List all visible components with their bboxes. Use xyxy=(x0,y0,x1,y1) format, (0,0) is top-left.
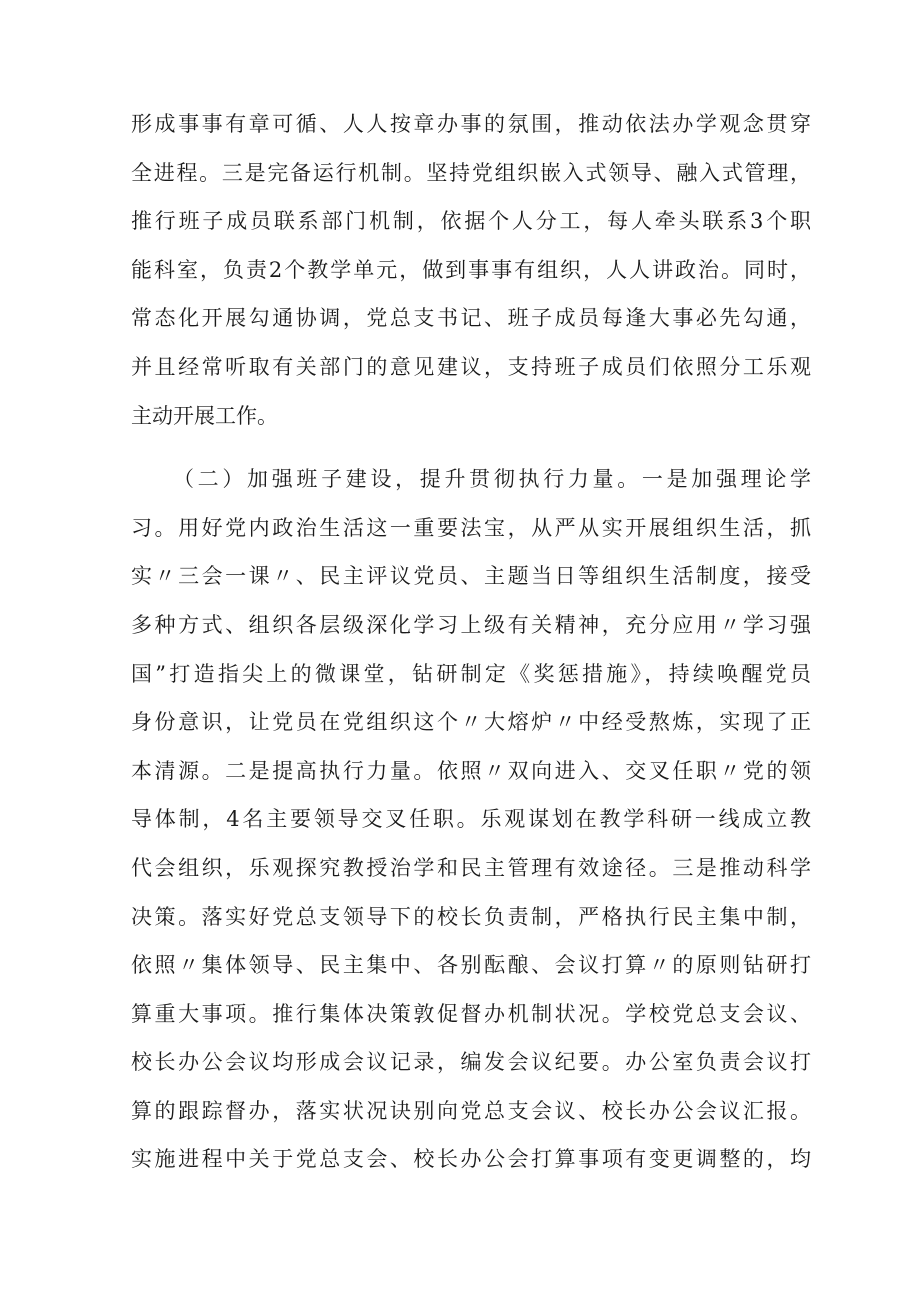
text-line: 身份意识，让党员在党组织这个〃大熔炉〃中经受熬炼，实现了正 xyxy=(131,710,811,735)
text-line: 习。用好党内政治生活这一重要法宝，从严从实开展组织生活，抓 xyxy=(131,515,811,540)
text-line: 导体制，4名主要领导交叉任职。乐观谋划在教学科研一线成立教 xyxy=(131,807,811,832)
text-line: 常态化开展勾通协调，党总支书记、班子成员每逢大事必先勾通， xyxy=(131,306,811,331)
text-line: 代会组织，乐观探究教授治学和民主管理有效途径。三是推动科学 xyxy=(131,855,811,880)
text-line: 算的跟踪督办，落实状况诀别向党总支会议、校长办公会议汇报。 xyxy=(131,1098,811,1123)
text-line: 全进程。三是完备运行机制。坚持党组织嵌入式领导、融入式管理， xyxy=(131,160,811,185)
paragraph-first-line: （二）加强班子建设，提升贯彻执行力量。一是加强理论学 xyxy=(173,467,811,492)
text-line: 能科室，负责2个教学单元，做到事事有组织，人人讲政治。同时， xyxy=(131,257,811,282)
text-line: 多种方式、组织各层级深化学习上级有关精神，充分应用〃学习强 xyxy=(131,612,811,637)
text-line: 决策。落实好党总支领导下的校长负责制，严格执行民主集中制， xyxy=(131,904,811,929)
text-line: 本清源。二是提高执行力量。依照〃双向进入、交叉任职〃党的领 xyxy=(131,758,811,783)
paragraph-end-line: 主动开展工作。 xyxy=(131,403,278,428)
text-line: 实施进程中关于党总支会、校长办公会打算事项有变更调整的，均 xyxy=(131,1147,811,1172)
text-line: 校长办公会议均形成会议记录，编发会议纪要。办公室负责会议打 xyxy=(131,1050,811,1075)
text-line: 算重大事项。推行集体决策敦促督办机制状况。学校党总支会议、 xyxy=(131,1001,811,1026)
text-line: 实〃三会一课〃、民主评议党员、主题当日等组织生活制度，接受 xyxy=(131,564,811,589)
text-line: 推行班子成员联系部门机制，依据个人分工，每人牵头联系3个职 xyxy=(131,209,811,234)
text-line: 依照〃集体领导、民主集中、各别酝酿、会议打算〃的原则钻研打 xyxy=(131,953,811,978)
document-body xyxy=(131,100,811,1184)
text-line: 国”打造指尖上的微课堂，钻研制定《奖惩措施》，持续唤醒党员 xyxy=(131,661,811,686)
text-line: 形成事事有章可循、人人按章办事的氛围，推动依法办学观念贯穿 xyxy=(131,112,811,136)
text-line: 并且经常听取有关部门的意见建议，支持班子成员们依照分工乐观 xyxy=(131,354,811,379)
